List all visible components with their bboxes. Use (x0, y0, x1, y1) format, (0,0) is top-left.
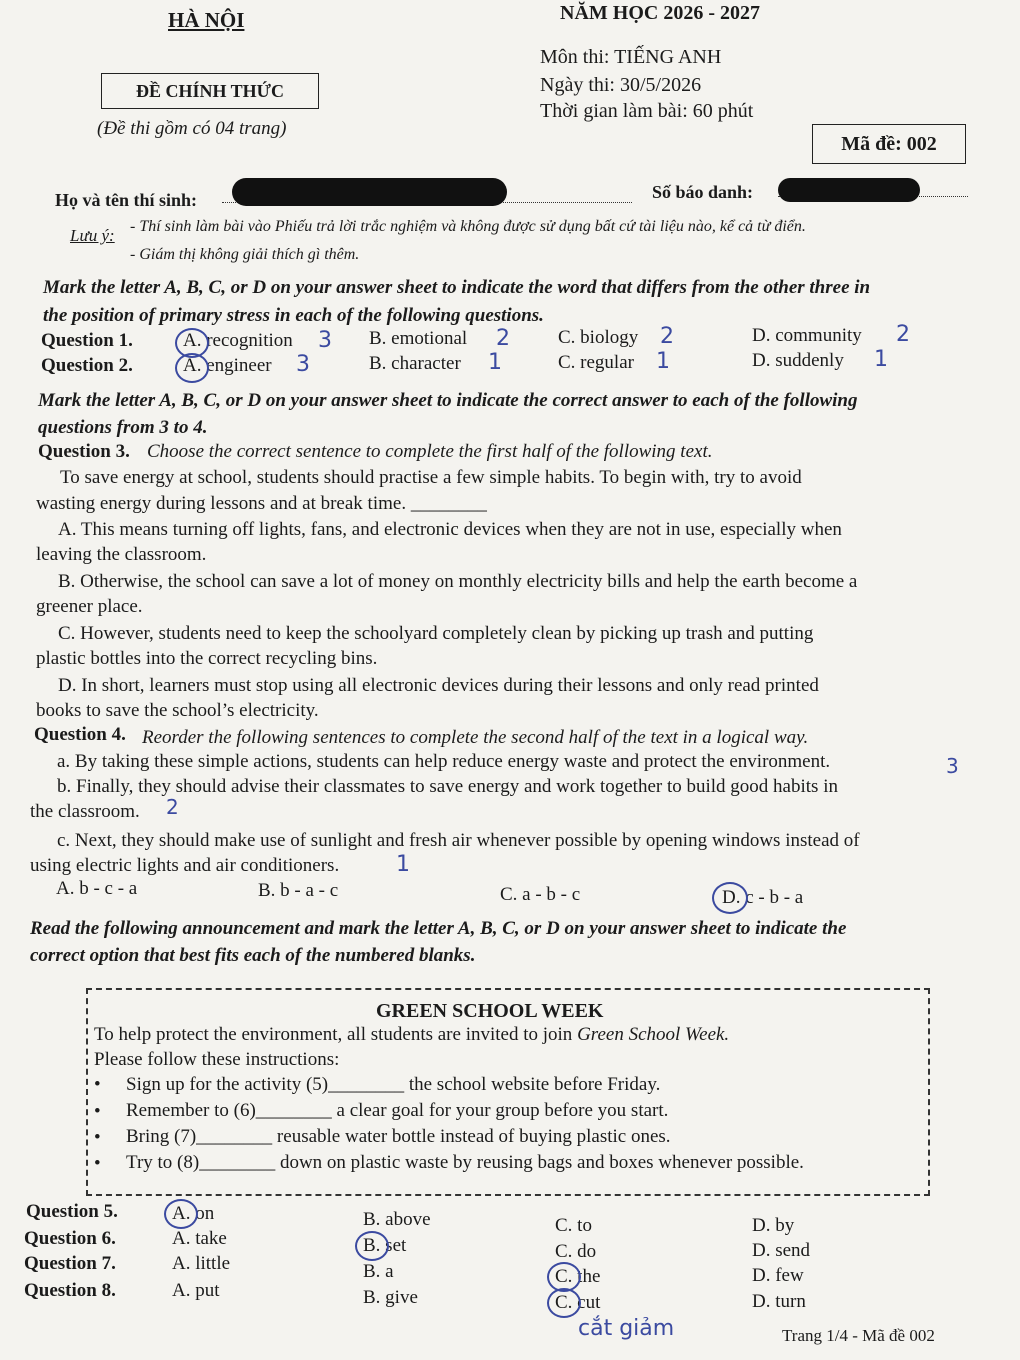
q4-answer-circle (712, 882, 748, 914)
q3-passage-1: To save energy at school, students should practise a few simple habits. To begin with, try to avoid (60, 467, 802, 488)
bullet-1: • (94, 1074, 101, 1095)
announcement-follow: Please follow these instructions: (94, 1049, 340, 1070)
exam-date: Ngày thi: 30/5/2026 (540, 74, 702, 96)
candidate-name-label: Họ và tên thí sinh: (55, 190, 198, 210)
subject-line: Môn thi: TIẾNG ANH (540, 46, 722, 68)
city-heading: HÀ NỘI (168, 8, 245, 32)
q3-option-d-2: books to save the school’s electricity. (36, 700, 319, 721)
q4-sentence-c-2: using electric lights and air conditioners. (30, 855, 340, 876)
notes-line-2: - Giám thị không giải thích gì thêm. (130, 246, 360, 263)
q7-option-b: B. a (363, 1261, 394, 1282)
q1-label: Question 1. (41, 330, 133, 351)
q2-option-c: C. regular (558, 352, 634, 373)
q4-option-c: C. a - b - c (500, 884, 581, 905)
bullet-3: • (94, 1127, 101, 1148)
q3-instruction: Choose the correct sentence to complete the first half of the following text. (147, 441, 713, 462)
q3-passage-2: wasting energy during lessons and at break time. ________ (36, 493, 487, 514)
hw-sa-num: 3 (946, 754, 959, 778)
q6-option-a: A. take (172, 1228, 227, 1249)
q2-label: Question 2. (41, 355, 133, 376)
section3-instruction-2: correct option that best fits each of the numbered blanks. (30, 945, 476, 966)
notes-line-1: - Thí sinh làm bài vào Phiếu trả lời trắc nghiệm và không được sử dụng bất cứ tài liệu nào, kể cả từ điển. (130, 218, 806, 235)
q3-option-b-1: B. Otherwise, the school can save a lot of money on monthly electricity bills and help the earth become a (58, 571, 858, 592)
q4-sentence-b-1: b. Finally, they should advise their classmates to save energy and work together to build good habits in (57, 776, 838, 797)
q6-label: Question 6. (24, 1228, 116, 1249)
q8-label: Question 8. (24, 1280, 116, 1301)
instruction-item-7: Bring (7)________ reusable water bottle instead of buying plastic ones. (126, 1126, 671, 1147)
q7-option-c: C. the (555, 1266, 601, 1287)
section3-instruction-1: Read the following announcement and mark the letter A, B, C, or D on your answer sheet to indicate the (30, 918, 847, 939)
hw-q1b: 2 (496, 326, 510, 351)
q5-option-c: C. to (555, 1215, 592, 1236)
announcement-title: GREEN SCHOOL WEEK (376, 1000, 604, 1022)
q2-option-b: B. character (369, 353, 461, 374)
instruction-item-8: Try to (8)________ down on plastic waste by reusing bags and boxes whenever possible. (126, 1152, 804, 1173)
q4-sentence-c-1: c. Next, they should make use of sunlight and fresh air whenever possible by opening windows instead of (57, 830, 860, 851)
q8-option-a: A. put (172, 1280, 220, 1301)
instruction-item-6: Remember to (6)________ a clear goal for your group before you start. (126, 1100, 669, 1121)
pages-note: (Đề thi gồm có 04 trang) (97, 118, 287, 139)
q8-option-b: B. give (363, 1287, 418, 1308)
hw-q2c: 1 (656, 349, 670, 374)
redaction-name (232, 178, 507, 206)
q3-label: Question 3. (38, 441, 130, 462)
q3-option-c-1: C. However, students need to keep the schoolyard completely clean by picking up trash and putting (58, 623, 814, 644)
instruction-item-5: Sign up for the activity (5)________ the school website before Friday. (126, 1074, 661, 1095)
q4-instruction: Reorder the following sentences to complete the second half of the text in a logical way. (142, 727, 809, 748)
hw-sb-num: 2 (166, 795, 179, 819)
q4-option-a: A. b - c - a (56, 878, 138, 899)
hw-q2d: 1 (874, 347, 888, 372)
hw-q2b: 1 (488, 350, 502, 375)
exam-duration: Thời gian làm bài: 60 phút (540, 100, 754, 122)
hw-q2a: 3 (296, 352, 310, 377)
q8-answer-circle (547, 1288, 581, 1318)
q7-label: Question 7. (24, 1253, 116, 1274)
q7-option-a: A. little (172, 1253, 231, 1274)
bullet-2: • (94, 1101, 101, 1122)
announcement-intro-event: Green School Week. (577, 1024, 730, 1045)
q8-option-d: D. turn (752, 1291, 806, 1312)
q1-option-a: A. recognition (183, 330, 293, 351)
hw-sc-num: 1 (396, 852, 410, 877)
q4-option-b: B. b - a - c (258, 880, 339, 901)
hw-q1c: 2 (660, 324, 674, 349)
candidate-number-label: Số báo danh: (652, 182, 754, 202)
school-year: NĂM HỌC 2026 - 2027 (560, 2, 760, 24)
notes-label: Lưu ý: (70, 226, 115, 245)
q1-option-d: D. community (752, 325, 862, 346)
exam-code-box: Mã đề: 002 (812, 124, 966, 164)
page-footer: Trang 1/4 - Mã đề 002 (782, 1326, 935, 1345)
q8-option-c: C. cut (555, 1292, 601, 1313)
redaction-number (778, 178, 920, 202)
q4-sentence-a: a. By taking these simple actions, students can help reduce energy waste and protect the environment. (57, 751, 831, 772)
q3-option-c-2: plastic bottles into the correct recycling bins. (36, 648, 378, 669)
q5-option-d: D. by (752, 1215, 795, 1236)
q6-answer-circle (355, 1231, 389, 1261)
q7-option-d: D. few (752, 1265, 804, 1286)
hw-bottom-note: cắt giảm (578, 1316, 675, 1341)
q5-option-a: A. on (172, 1203, 215, 1224)
q3-option-d-1: D. In short, learners must stop using all electronic devices during their lessons and only read printed (58, 675, 819, 696)
official-exam-box: ĐỀ CHÍNH THỨC (101, 73, 319, 109)
q3-option-a-2: leaving the classroom. (36, 544, 207, 565)
section2-instruction-1: Mark the letter A, B, C, or D on your answer sheet to indicate the correct answer to each of the following (38, 390, 858, 411)
hw-q1d: 2 (896, 322, 910, 347)
q2-answer-circle (175, 353, 209, 383)
section1-instruction-2: the position of primary stress in each of the following questions. (43, 305, 544, 326)
q6-option-b: B. set (363, 1235, 407, 1256)
q4-sentence-b-2: the classroom. (30, 801, 140, 822)
q2-option-d: D. suddenly (752, 350, 844, 371)
q5-answer-circle (164, 1199, 198, 1229)
q2-option-a: A. engineer (183, 355, 272, 376)
section1-instruction-1: Mark the letter A, B, C, or D on your answer sheet to indicate the word that differs from the other three in (43, 277, 871, 298)
bullet-4: • (94, 1153, 101, 1174)
q6-option-d: D. send (752, 1240, 811, 1261)
q3-option-a-1: A. This means turning off lights, fans, and electronic devices when they are not in use, especially when (58, 519, 842, 540)
q6-option-c: C. do (555, 1241, 597, 1262)
q1-option-c: C. biology (558, 327, 639, 348)
hw-q1a: 3 (318, 328, 332, 353)
q5-label: Question 5. (26, 1201, 118, 1222)
section2-instruction-2: questions from 3 to 4. (38, 417, 208, 438)
q5-option-b: B. above (363, 1209, 431, 1230)
q4-label: Question 4. (34, 724, 126, 745)
q1-option-b: B. emotional (369, 328, 468, 349)
announcement-intro-text: To help protect the environment, all students are invited to join (94, 1024, 578, 1045)
q4-option-d: D. c - b - a (722, 887, 804, 908)
announcement-intro (94, 1024, 729, 1046)
q3-option-b-2: greener place. (36, 596, 143, 617)
